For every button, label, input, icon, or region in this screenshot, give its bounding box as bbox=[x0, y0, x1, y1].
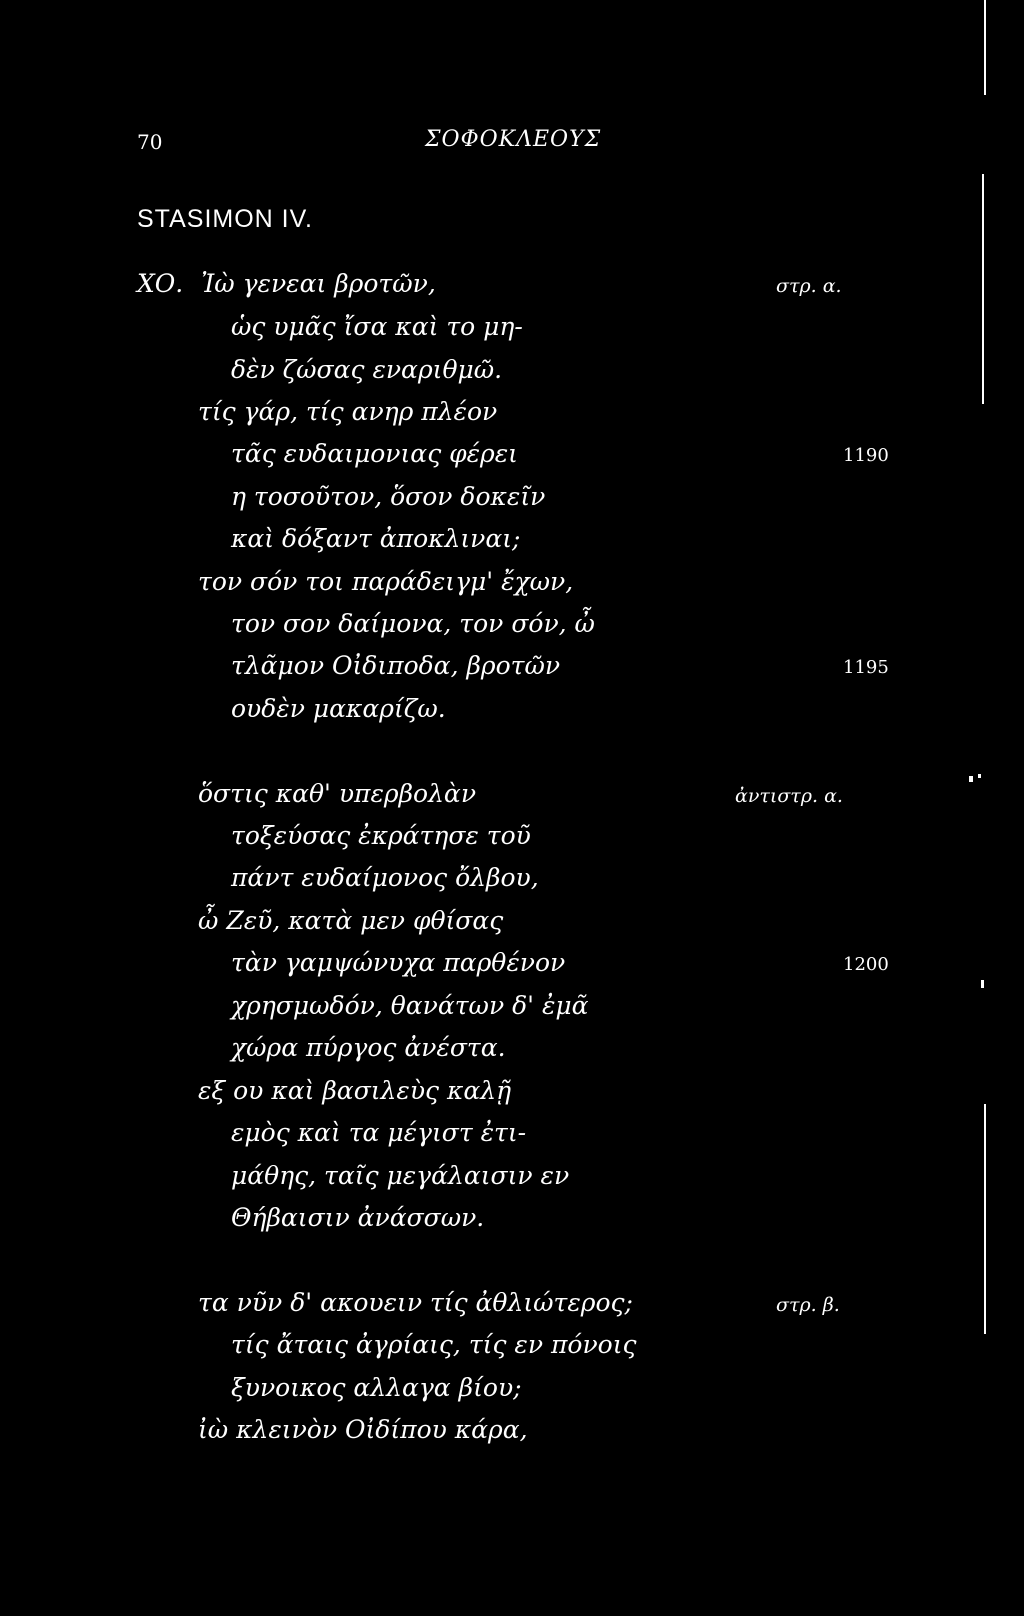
verse-text: Ἰὼ γενεαι βροτῶν, bbox=[201, 269, 436, 298]
scan-speck bbox=[969, 776, 973, 782]
verse-line: χώρα πύργος ἀνέστα. bbox=[231, 1033, 506, 1062]
running-title: ΣΟΦΟΚΛΕΟΥΣ bbox=[425, 127, 602, 152]
verse-line: μάθης, ταῖς μεγάλαισιν εν bbox=[231, 1161, 570, 1190]
strophe-marker: στρ. β. bbox=[776, 1294, 840, 1316]
verse-line: πάντ ευδαίμονος ὄλβου, bbox=[231, 863, 539, 892]
verse-line: η τοσοῦτον, ὅσον δοκεῖν bbox=[231, 482, 546, 511]
verse-line: εξ ου καὶ βασιλεὺς καλῇ bbox=[198, 1076, 512, 1105]
verse-line: τλᾶμον Οἰδιποδα, βροτῶν bbox=[231, 651, 561, 680]
line-number: 1195 bbox=[843, 657, 889, 678]
page-number: 70 bbox=[137, 130, 163, 154]
verse-line: τᾶς ευδαιμονιας φέρει bbox=[231, 439, 518, 468]
verse-line: ουδὲν μακαρίζω. bbox=[231, 694, 446, 723]
verse-line: ξυνοικος αλλαγα βίου; bbox=[231, 1373, 522, 1402]
scan-edge-line bbox=[984, 1104, 986, 1334]
verse-line: τα νῦν δ' ακουειν τίς ἀθλιώτερος; bbox=[198, 1288, 633, 1317]
line-number: 1190 bbox=[843, 445, 889, 466]
scan-speck bbox=[978, 774, 981, 778]
verse-line: τοξεύσας ἐκράτησε τοῦ bbox=[231, 821, 531, 850]
verse-line bbox=[137, 268, 436, 300]
scan-edge-line bbox=[984, 0, 986, 95]
verse-line: χρησμωδόν, θανάτων δ' ἐμᾶ bbox=[231, 991, 589, 1020]
verse-line: ὡς υμᾶς ἴσα καὶ το μη- bbox=[231, 312, 523, 341]
verse-line: Θήβαισιν ἀνάσσων. bbox=[231, 1203, 485, 1232]
verse-line: ἰὼ κλεινὸν Οἰδίπου κάρα, bbox=[198, 1415, 528, 1444]
strophe-marker: στρ. α. bbox=[776, 275, 842, 297]
verse-line: τὰν γαμψώνυχα παρθένον bbox=[231, 948, 566, 977]
line-number: 1200 bbox=[843, 954, 889, 975]
verse-line: τον σόν τοι παράδειγμ' ἔχων, bbox=[198, 567, 574, 596]
verse-line: δὲν ζώσας εναριθμῶ. bbox=[231, 355, 503, 384]
verse-line: τίς ἄταις ἀγρίαις, τίς εν πόνοις bbox=[231, 1330, 637, 1359]
verse-line: ὅστις καθ' υπερβολὰν bbox=[198, 779, 477, 808]
verse-line: ὦ Ζεῦ, κατὰ μεν φθίσας bbox=[198, 906, 504, 935]
scan-edge-line bbox=[982, 174, 984, 404]
section-title: STASIMON IV. bbox=[137, 205, 313, 233]
scan-speck bbox=[981, 980, 984, 988]
verse-line: τίς γάρ, τίς ανηρ πλέον bbox=[198, 397, 498, 426]
speaker-label: ΧΟ. bbox=[137, 269, 184, 298]
antistrophe-marker: ἀντιστρ. α. bbox=[735, 785, 843, 807]
verse-line: εμὸς καὶ τα μέγιστ ἐτι- bbox=[231, 1118, 527, 1147]
verse-line: καὶ δόξαντ ἀποκλιναι; bbox=[231, 524, 521, 553]
verse-line: τον σον δαίμονα, τον σόν, ὦ bbox=[231, 609, 595, 638]
